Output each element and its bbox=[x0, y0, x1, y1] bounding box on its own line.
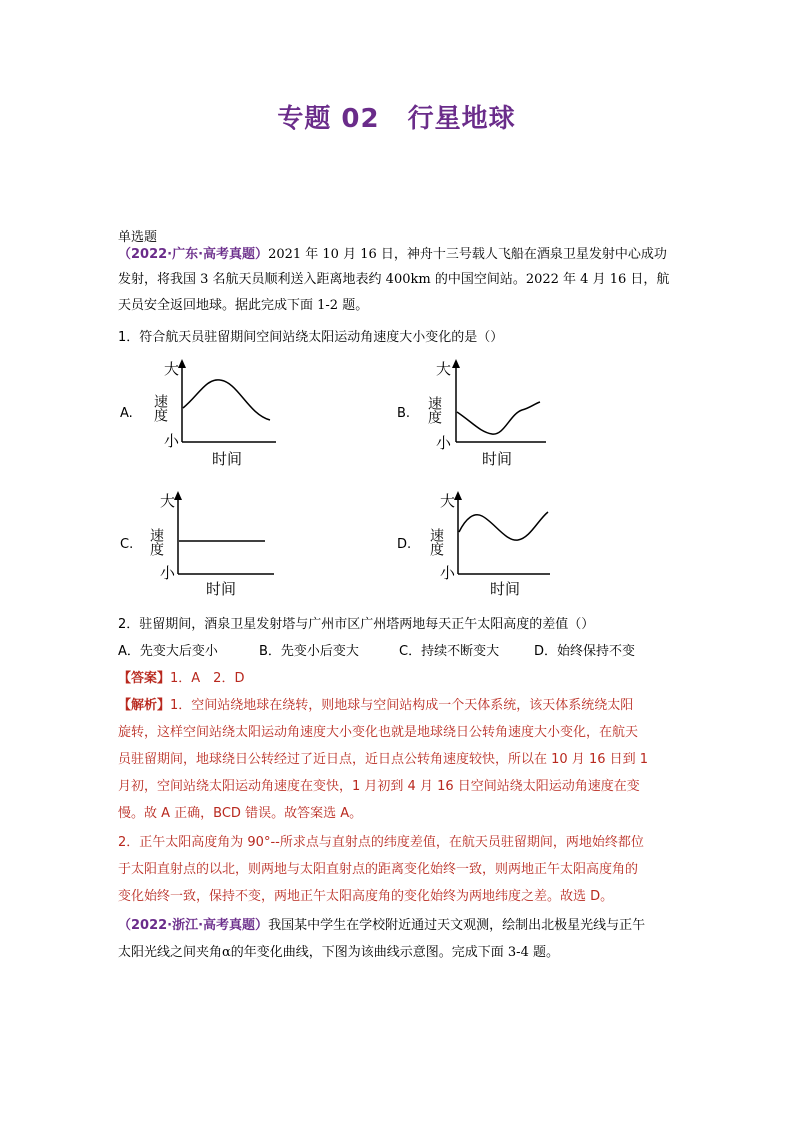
chart-a-y-top: 大 bbox=[164, 360, 180, 378]
title-part2: 行星地球 bbox=[407, 104, 516, 134]
analysis-line-4: 月初，空间站绕太阳运动角速度在变快，1 月初到 4 月 16 日空间站绕太阳运动角速度在变 bbox=[118, 779, 640, 794]
q1-option-a[interactable]: A. bbox=[120, 406, 133, 421]
answer-value: 1．A 2．D bbox=[170, 671, 245, 686]
chart-d-y-label: 速度 bbox=[428, 528, 444, 556]
intro1-text1: 2021 年 10 月 16 日，神舟十三号载人飞船在酒泉卫星发射中心成功 bbox=[268, 247, 667, 262]
answer-label: 【答案】 bbox=[118, 671, 171, 686]
chart-a-curve bbox=[183, 380, 270, 420]
chart-a-y-bottom: 小 bbox=[164, 432, 180, 450]
chart-b-y-label: 速度 bbox=[426, 396, 442, 424]
analysis-label: 【解析】 bbox=[118, 698, 171, 713]
page-title bbox=[0, 98, 793, 135]
q2-option-c[interactable]: C．持续不断变大 bbox=[399, 644, 500, 659]
chart-b bbox=[420, 356, 550, 471]
chart-d bbox=[420, 488, 555, 603]
q2-options bbox=[118, 643, 635, 661]
q1-option-c[interactable]: C. bbox=[120, 537, 134, 552]
chart-c-y-top: 大 bbox=[160, 492, 176, 510]
section-label: 单选题 bbox=[118, 230, 158, 245]
analysis-text-1: 1．空间站绕地球在绕转，则地球与空间站构成一个天体系统，该天体系统绕太阳 bbox=[170, 698, 634, 713]
q2-text: 2．驻留期间，酒泉卫星发射塔与广州市区广州塔两地每天正午太阳高度的差值（） bbox=[118, 617, 595, 632]
analysis-line-2: 旋转，这样空间站绕太阳运动角速度大小变化也就是地球绕日公转角速度大小变化，在航天 bbox=[118, 725, 639, 740]
chart-a-x-label: 时间 bbox=[212, 450, 243, 468]
chart-b-y-bottom: 小 bbox=[436, 434, 452, 452]
chart-c-x-label: 时间 bbox=[206, 580, 237, 598]
q1-option-b[interactable]: B. bbox=[397, 406, 411, 421]
intro1-line3: 天员安全返回地球。据此完成下面 1-2 题。 bbox=[118, 298, 369, 313]
chart-d-y-top: 大 bbox=[440, 492, 456, 510]
answer-line bbox=[118, 670, 244, 688]
intro2-source: （2022·浙江·高考真题） bbox=[118, 918, 269, 933]
analysis-line-3: 员驻留期间，地球绕日公转经过了近日点，近日点公转角速度较快，所以在 10 月 16 日到 1 bbox=[118, 752, 649, 767]
chart-b-x-label: 时间 bbox=[482, 450, 513, 468]
chart-b-y-top: 大 bbox=[436, 360, 452, 378]
q2-option-a[interactable]: A．先变大后变小 bbox=[118, 644, 218, 659]
analysis-line-1 bbox=[118, 697, 633, 715]
q1-text: 1．符合航天员驻留期间空间站绕太阳运动角速度大小变化的是（） bbox=[118, 330, 504, 345]
chart-d-y-arrow-icon bbox=[454, 491, 462, 500]
chart-d-curve bbox=[459, 512, 548, 540]
chart-d-x-label: 时间 bbox=[490, 580, 521, 598]
intro1-line2: 发射，将我国 3 名航天员顺利送入距离地表约 400km 的中国空间站。2022 年 4 月 16 日，航 bbox=[118, 272, 670, 287]
chart-b-y-arrow-icon bbox=[452, 359, 460, 368]
chart-d-y-bottom: 小 bbox=[440, 564, 456, 582]
chart-b-curve bbox=[457, 402, 540, 434]
chart-c-y-bottom: 小 bbox=[160, 564, 176, 582]
q1-option-d[interactable]: D. bbox=[397, 537, 412, 552]
q2-option-b[interactable]: B．先变小后变大 bbox=[259, 644, 359, 659]
analysis2-line-2: 于太阳直射点的以北，则两地与太阳直射点的距离变化始终一致，则两地正午太阳高度角的 bbox=[118, 862, 639, 877]
title-part1: 专题 02 bbox=[277, 104, 380, 134]
intro1-source: （2022·广东·高考真题） bbox=[118, 247, 269, 262]
chart-c-y-arrow-icon bbox=[174, 491, 182, 500]
analysis2-line-1: 2．正午太阳高度角为 90°--所求点与直射点的纬度差值，在航天员驻留期间，两地始终都位 bbox=[118, 835, 644, 850]
chart-a-y-arrow-icon bbox=[178, 359, 186, 368]
chart-a-y-label: 速度 bbox=[152, 394, 168, 422]
q2-option-d[interactable]: D．始终保持不变 bbox=[534, 644, 636, 659]
analysis2-line-3: 变化始终一致，保持不变，两地正午太阳高度角的变化始终为两地纬度之差。故选 D。 bbox=[118, 889, 614, 904]
intro2-text1: 我国某中学生在学校附近通过天文观测，绘制出北极星光线与正午 bbox=[268, 918, 646, 933]
chart-c bbox=[150, 488, 280, 603]
intro1-line1 bbox=[118, 246, 667, 264]
chart-a bbox=[150, 356, 280, 471]
intro2-line1 bbox=[118, 917, 645, 935]
chart-c-y-label: 速度 bbox=[148, 528, 164, 556]
intro2-line2: 太阳光线之间夹角α的年变化曲线，下图为该曲线示意图。完成下面 3-4 题。 bbox=[118, 945, 559, 960]
analysis-line-5: 慢。故 A 正确，BCD 错误。故答案选 A。 bbox=[118, 806, 363, 821]
